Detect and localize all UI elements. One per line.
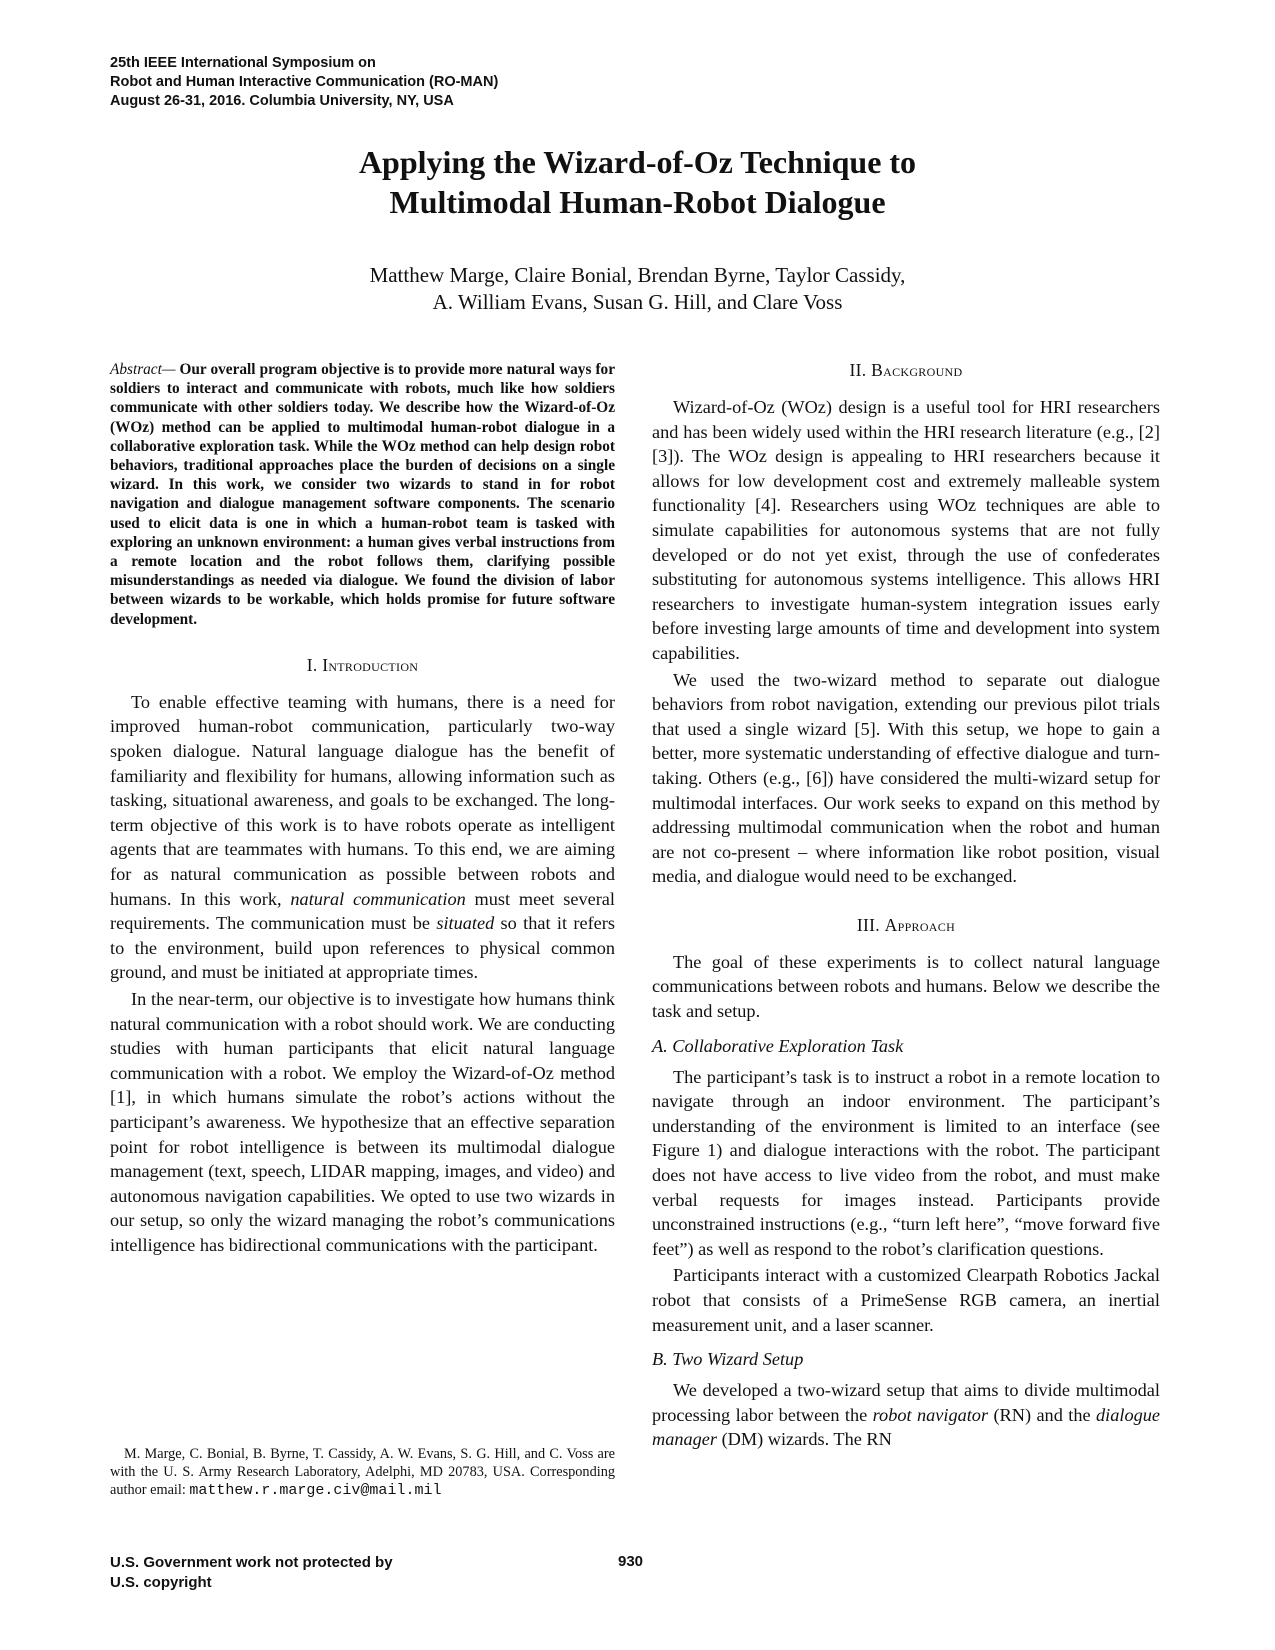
- setup-paragraph-1: [652, 1378, 1160, 1452]
- conference-line-3: August 26-31, 2016. Columbia University, NY, USA: [110, 93, 454, 109]
- section-title: Approach: [884, 914, 956, 935]
- section-title: Introduction: [322, 654, 419, 675]
- conference-line-1: 25th IEEE International Symposium on: [110, 55, 376, 71]
- approach-paragraph-1: The goal of these experiments is to collect natural language communications between robots and humans. Below we describe the task and setup.: [652, 951, 1160, 1022]
- author-list: [0, 262, 1275, 316]
- abstract-text: Our overall program objective is to provide more natural ways for soldiers to interact and communicate with robots, much like how soldiers communicate with other soldiers today. We describe how the Wizard-of-Oz (WOz) method can be applied to multimodal human-robot dialogue in a collaborative exploration task. While the WOz method can help design robot behaviors, traditional approaches place the burden of decisions on a single wizard. In this work, we consider two wizards to stand in for robot navigation and dialogue management software components. The scenario used to elicit data is one in which a human-robot team is tasked with exploring an unknown environment: a human gives verbal instructions from a remote location and the robot follows them, clarifying possible misunderstandings as needed via dialogue. We found the division of labor between wizards to be workable, which holds promise for future software development.: [110, 361, 615, 628]
- text-run: must meet several requirements. The communication must be: [110, 888, 615, 934]
- abstract: [110, 360, 615, 629]
- text-run: We developed a two-wizard setup that aims to divide multimodal processing labor between the: [652, 1380, 1160, 1425]
- background-paragraph-2: We used the two-wizard method to separate out dialogue behaviors from robot navigation, extending our previous pilot trials that used a single wizard [5]. With this setup, we hope to gain a better, more systematic understanding of effective dialogue and turn-taking. Others (e.g., [6]) have considered the multi-wizard setup for multimodal interfaces. Our work seeks to expand on this method by addressing multimodal communication when the robot and human are not co-present – where information like robot position, visual media, and dialogue would need to be exchanged.: [652, 669, 1160, 887]
- section-heading-approach: [652, 915, 1160, 936]
- section-heading-introduction: [110, 655, 615, 676]
- authors-line-2: A. William Evans, Susan G. Hill, and Clare Voss: [432, 290, 843, 314]
- emphasis: natural communication: [290, 888, 466, 909]
- text-run: so that it refers to the environment, build upon references to physical common ground, and must be initiated at appropriate times.: [110, 913, 616, 983]
- footnote-text: M. Marge, C. Bonial, B. Byrne, T. Cassidy, A. W. Evans, S. G. Hill, and C. Voss are with the U. S. Army Research Laboratory, Adelphi, MD 20783, USA. Corresponding author email:: [110, 1446, 615, 1498]
- right-column: [652, 360, 1160, 1454]
- paper-title: [0, 142, 1275, 222]
- text-run: (DM) wizards. The RN: [717, 1429, 892, 1450]
- text-run: (RN) and the: [988, 1404, 1096, 1425]
- subsection-heading-b: B. Two Wizard Setup: [652, 1349, 804, 1370]
- intro-paragraph-2: In the near-term, our objective is to investigate how humans think natural communication with a robot should work. We are conducting studies with human participants that elicit natural language communication with a robot. We employ the Wizard-of-Oz method [1], in which humans simulate the robot’s actions without the participant’s awareness. We hypothesize that an effective separation point for robot intelligence is between its multimodal dialogue management (text, speech, LIDAR mapping, images, and video) and autonomous navigation capabilities. We opted to use two wizards in our setup, so only the wizard managing the robot’s communications intelligence has bidirectional communications with the participant.: [110, 988, 615, 1255]
- intro-paragraph-1: [110, 690, 615, 985]
- conference-header: [110, 54, 498, 111]
- text-run: To enable effective teaming with humans, there is a need for improved human-robot communication, particularly two-way spoken dialogue. Natural language dialogue has the benefit of familiarity and flexibility for humans, allowing information such as tasking, situational awareness, and goals to be exchanged. The long-term objective of this work is to have robots operate as intelligent agents that are teammates with humans. To this end, we are aiming for as natural communication as possible between robots and humans. In this work,: [110, 691, 615, 909]
- left-column: [110, 360, 615, 1260]
- emphasis: situated: [436, 913, 495, 934]
- section-title: Background: [871, 360, 963, 380]
- background-paragraph-1: Wizard-of-Oz (WOz) design is a useful tool for HRI researchers and has been widely used within the HRI research literature (e.g., [2][3]). The WOz design is appealing to HRI researchers because it allows for low development cost and extremely malleable system functionality [4]. Researchers using WOz techniques are able to simulate capabilities for autonomous systems that are not fully developed or do not yet exist, through the use of confederates substituting for autonomous systems intelligence. This allows HRI researchers to investigate human-system integration issues early before investing large amounts of time and development into system capabilities.: [652, 397, 1160, 663]
- author-footnote: [110, 1445, 615, 1500]
- abstract-label: Abstract—: [110, 361, 176, 378]
- emphasis: dialogue manager: [652, 1404, 1160, 1450]
- title-line-2: Multimodal Human-Robot Dialogue: [389, 184, 886, 220]
- subsection-heading-a: A. Collaborative Exploration Task: [652, 1035, 904, 1056]
- conference-line-2: Robot and Human Interactive Communication (RO-MAN): [110, 74, 499, 90]
- task-paragraph-1: The participant’s task is to instruct a robot in a remote location to navigate through an indoor environment. The participant’s understanding of the environment is limited to an interface (see Figure 1) and dialogue interactions with the robot. The participant does not have access to live video from the robot, and must make verbal requests for images instead. Participants provide unconstrained instructions (e.g., “turn left here”, “move forward five feet”) as well as respond to the robot’s clarification questions.: [652, 1066, 1160, 1259]
- copyright-line-1: U.S. Government work not protected by: [110, 1554, 393, 1571]
- section-number: II.: [849, 360, 872, 380]
- copyright-line-2: U.S. copyright: [110, 1574, 212, 1591]
- section-number: I.: [306, 654, 323, 675]
- author-email: matthew.r.marge.civ@mail.mil: [189, 1482, 442, 1499]
- authors-line-1: Matthew Marge, Claire Bonial, Brendan Byrne, Taylor Cassidy,: [369, 263, 906, 287]
- task-paragraph-2: Participants interact with a customized Clearpath Robotics Jackal robot that consists of a PrimeSense RGB camera, an inertial measurement unit, and a laser scanner.: [652, 1265, 1160, 1335]
- copyright-notice: [110, 1553, 393, 1593]
- section-heading-background: [652, 360, 1160, 381]
- title-line-1: Applying the Wizard-of-Oz Technique to: [358, 144, 917, 180]
- emphasis: robot navigator: [872, 1404, 989, 1425]
- page-number: 930: [618, 1553, 644, 1570]
- section-number: III.: [856, 914, 885, 935]
